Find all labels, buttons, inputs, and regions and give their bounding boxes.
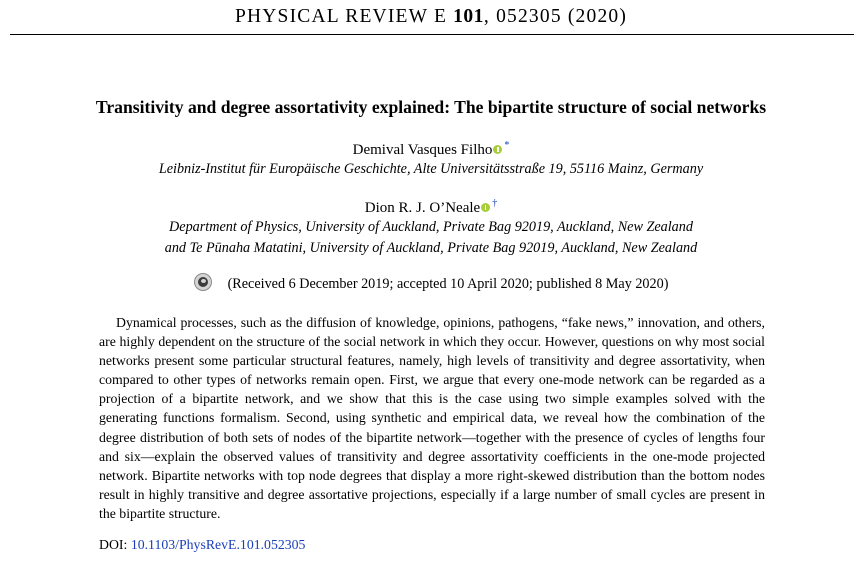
journal-article: , 052305 (2020) xyxy=(483,6,628,27)
author-name[interactable]: Demival Vasques Filho xyxy=(352,142,493,158)
journal-name: PHYSICAL REVIEW E xyxy=(234,6,448,27)
journal-header xyxy=(0,6,862,28)
doi-link[interactable]: 10.1103/PhysRevE.101.052305 xyxy=(130,537,306,552)
journal-volume: 101 xyxy=(453,6,484,27)
author-1 xyxy=(0,140,862,159)
publication-dates-row xyxy=(0,273,862,293)
author-2 xyxy=(0,198,862,217)
crossmark-icon[interactable] xyxy=(194,273,212,291)
orcid-icon[interactable] xyxy=(481,203,490,212)
author-footnote-mark[interactable]: † xyxy=(492,198,498,209)
publication-dates: (Received 6 December 2019; accepted 10 April 2020; published 8 May 2020) xyxy=(227,276,669,292)
doi-label: DOI: xyxy=(99,537,128,552)
doi-line xyxy=(99,537,305,553)
author-name[interactable]: Dion R. J. O’Neale xyxy=(364,200,481,216)
orcid-icon[interactable] xyxy=(493,145,502,154)
header-rule xyxy=(10,34,854,35)
author-footnote-mark[interactable]: * xyxy=(504,140,510,151)
abstract: Dynamical processes, such as the diffusion of knowledge, opinions, pathogens, “fake news,” innovation, and others, are highly dependent on the structure of the social network in which they occur. However, questions on why most social networks present some particular structural features, namely, high levels of transitivity and degree assortativity, when compared to other types of networks remain open. First, we argue that every one-mode network can be regarded as a projection of a bipartite network, and we show that this is the case using two simple examples solved with the generating functions formalism. Second, using synthetic and empirical data, we reveal how the combination of the degree distribution of both sets of nodes of the bipartite network—together with the presence of cycles of lengths four and six—explain the observed values of transitivity and degree assortativity coefficients in the one-mode projected network. Bipartite networks with top node degrees that display a more right-skewed distribution than the bottom nodes result in highly transitive and degree assortative projections, especially if a large number of small cycles are present in the bipartite structure. xyxy=(99,315,765,521)
author-2-affiliation-line-2: and Te Pūnaha Matatini, University of Auckland, Private Bag 92019, Auckland, New Zealand xyxy=(164,240,698,256)
author-1-affiliation: Leibniz-Institut für Europäische Geschichte, Alte Universitätsstraße 19, 55116 Mainz, Germany xyxy=(158,161,704,177)
paper-title: Transitivity and degree assortativity explained: The bipartite structure of social networks xyxy=(95,97,767,117)
author-2-affiliation-line-1: Department of Physics, University of Auckland, Private Bag 92019, Auckland, New Zealand xyxy=(169,219,693,235)
